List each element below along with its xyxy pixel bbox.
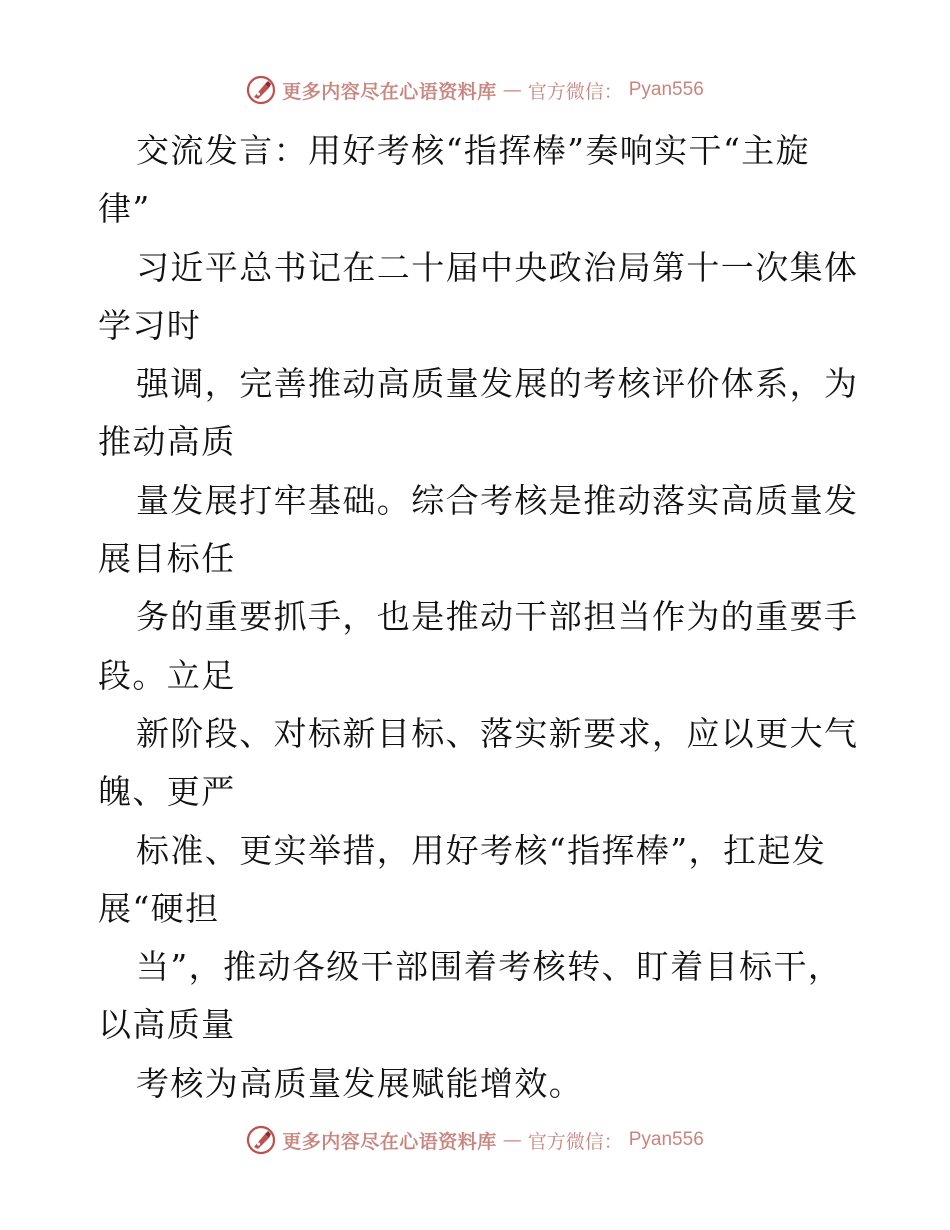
- banner-wechat-id: Pyan556: [628, 79, 704, 100]
- footer-banner: [0, 1123, 950, 1157]
- text-line: 展“硬担: [98, 888, 220, 928]
- banner-slogan: 更多内容尽在心语资料库: [282, 1130, 497, 1153]
- banner-wechat-label: 官方微信：: [527, 1130, 623, 1153]
- text-line: 习近平总书记在二十届中央政治局第十一次集体: [136, 247, 859, 287]
- text-line: 新阶段、对标新目标、落实新要求，应以更大气: [136, 713, 859, 753]
- banner-wechat-id: Pyan556: [628, 1129, 704, 1150]
- text-line: 交流发言：用好考核“指挥棒”奏响实干“主旋: [136, 131, 811, 170]
- text-line: 量发展打牢基础。综合考核是推动落实高质量发: [136, 480, 859, 520]
- banner-separator: —: [502, 1129, 522, 1151]
- text-line: 标准、更实举措，用好考核“指挥棒”，扛起发: [136, 830, 827, 870]
- text-line: 展目标任: [98, 539, 236, 579]
- banner-separator: —: [502, 79, 522, 101]
- text-line: 学习时: [98, 305, 202, 345]
- text-line: 务的重要抓手，也是推动干部担当作为的重要手: [136, 597, 859, 637]
- header-banner: [0, 73, 950, 107]
- text-line: 推动高质: [98, 422, 236, 462]
- banner-wechat-label: 官方微信：: [527, 80, 623, 103]
- text-line: 段。立足: [98, 655, 236, 695]
- document-body: [98, 122, 858, 1113]
- pen-nib-logo-icon: [246, 75, 276, 105]
- pen-nib-logo-icon: [246, 1125, 276, 1155]
- text-line: 律”: [98, 189, 151, 229]
- text-line: 强调，完善推动高质量发展的考核评价体系，为: [136, 364, 859, 404]
- text-line: 魄、更严: [98, 772, 236, 812]
- banner-slogan: 更多内容尽在心语资料库: [282, 80, 497, 103]
- text-line: 以高质量: [98, 1005, 236, 1045]
- text-line: 当”，推动各级干部围着考核转、盯着目标干，: [136, 947, 843, 987]
- text-line: 考核为高质量发展赋能增效。: [136, 1063, 584, 1103]
